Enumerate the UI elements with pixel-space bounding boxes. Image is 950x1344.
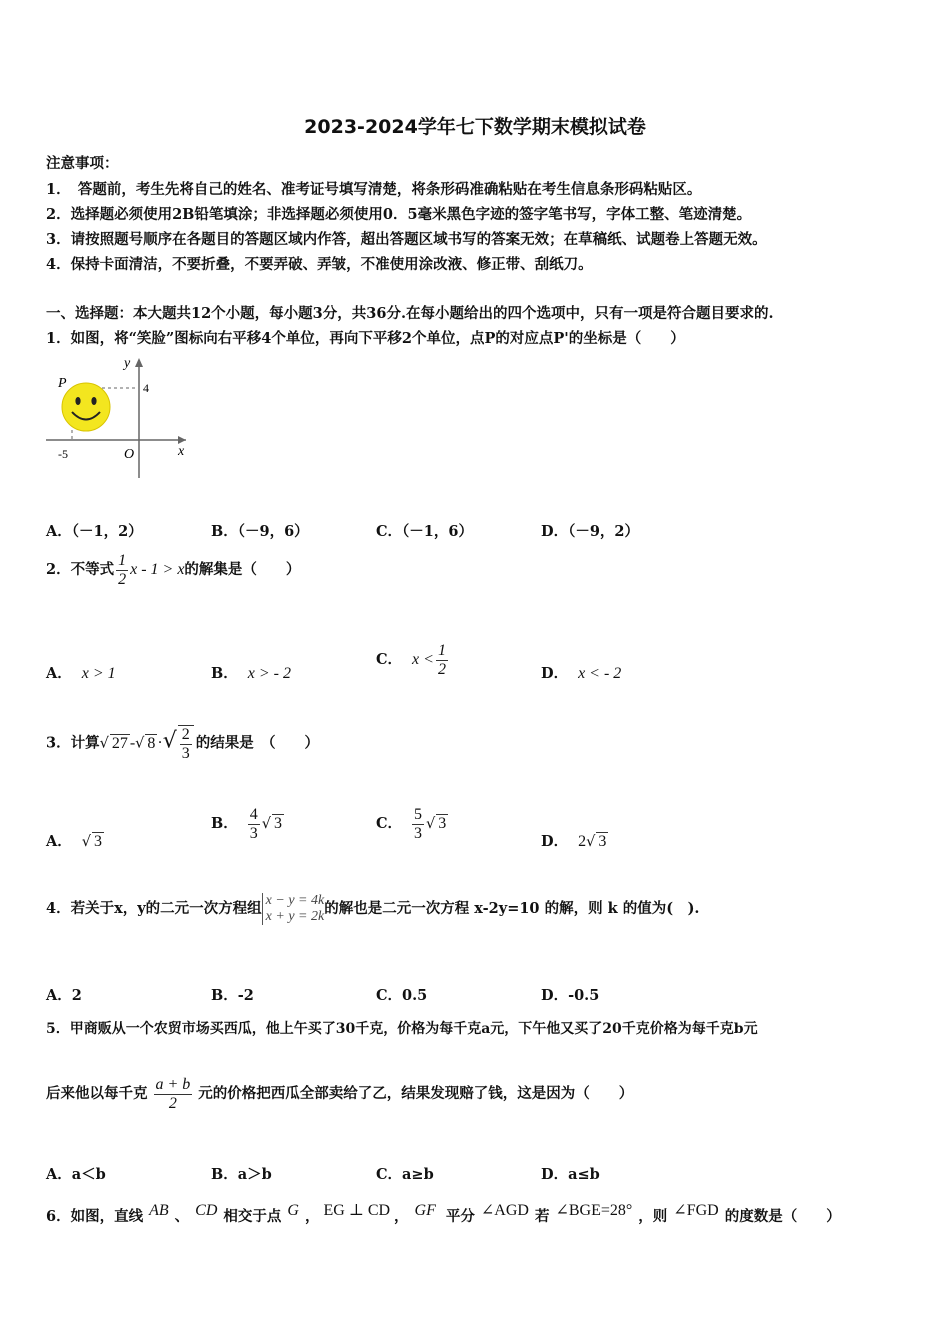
y-axis-arrow-icon [135, 358, 143, 367]
q2-fraction [116, 552, 128, 588]
q4-equation-1: x − y = 4k [265, 893, 325, 908]
q4-option-a[interactable]: A．2 [46, 987, 82, 1004]
q5-suffix: 元的价格把西瓜全部卖给了乙，结果发现赔了钱，这是因为（ ） [198, 1085, 634, 1103]
y-axis-label: y [124, 356, 131, 371]
q5-option-a[interactable]: A．a＜b [46, 1166, 106, 1183]
option-coef: 2 [578, 833, 587, 850]
q3-option-a[interactable] [46, 830, 104, 851]
q6-text: 相交于点 [223, 1208, 282, 1225]
q2-option-a[interactable] [46, 662, 116, 683]
option-fraction [436, 642, 448, 678]
q3-fraction [178, 725, 194, 762]
q6-math: GF [414, 1202, 436, 1219]
question-3-text [46, 725, 319, 762]
notice-item: 4．保持卡面清洁，不要折叠，不要弄破、弄皱，不准使用涂改液、修正带、刮纸刀。 [46, 256, 593, 273]
q4-option-c[interactable]: C．0.5 [376, 987, 428, 1004]
q4-option-b[interactable]: B．-2 [211, 987, 254, 1004]
sqrt-icon: √ [426, 816, 436, 833]
q6-text: 若 [534, 1208, 550, 1225]
option-expr: x < - 2 [578, 665, 622, 682]
q6-math: CD [195, 1202, 218, 1219]
q6-text: ， [394, 1208, 409, 1225]
question-5-line-1: 5．甲商贩从一个农贸市场买西瓜，他上午买了30千克，价格为每千克a元，下午他又买了20千克价格为每千克b元 [46, 1021, 758, 1037]
q3-radicand: 8 [147, 734, 156, 752]
q6-text: 6．如图，直线 [46, 1208, 144, 1225]
frac-den: 2 [168, 1094, 177, 1112]
q5-option-c[interactable]: C．a≥b [376, 1166, 434, 1183]
frac-num: 1 [437, 642, 446, 659]
option-expr: x < [412, 651, 434, 669]
option-radicand: 3 [274, 815, 283, 833]
q5-option-d[interactable]: D．a≤b [541, 1166, 600, 1183]
q4-option-d[interactable]: D．-0.5 [541, 987, 600, 1004]
q2-frac-num: 1 [118, 552, 127, 569]
option-label: C． [376, 651, 403, 669]
q3-option-b[interactable] [211, 806, 284, 842]
sqrt-icon: √ [261, 816, 272, 833]
frac-den: 3 [181, 744, 190, 762]
q3-radicand: 27 [111, 734, 128, 752]
q4-suffix: 的解也是二元一次方程 x-2y=10 的解，则 k 的值为( ). [324, 900, 700, 918]
q4-equation-2: x + y = 2k [265, 909, 325, 925]
section-heading: 一、选择题：本大题共12个小题，每小题3分，共36分.在每小题给出的四个选项中，只有一项是符合题目要求的. [46, 305, 774, 322]
q5-fraction [154, 1076, 193, 1112]
q6-math: ∠BGE=28° [555, 1202, 633, 1219]
option-label: C． [376, 815, 403, 833]
frac-den: 3 [249, 824, 258, 842]
q2-prefix: 2．不等式 [46, 561, 115, 579]
x-axis-arrow-icon [178, 436, 186, 444]
q2-option-c[interactable] [376, 642, 450, 678]
q6-text: 的度数是（ ） [724, 1208, 841, 1225]
q4-prefix: 4．若关于x，y的二元一次方程组 [46, 900, 262, 918]
q2-frac-den: 2 [118, 570, 127, 588]
q6-math: ∠AGD [480, 1202, 529, 1219]
sqrt-icon: √ [135, 735, 145, 752]
frac-num: a + b [155, 1076, 191, 1093]
option-label: D． [541, 665, 569, 682]
question-2-text [46, 552, 300, 588]
q6-text: ， [304, 1208, 320, 1225]
q1-option-a[interactable]: A．（－1，2） [46, 523, 143, 540]
q2-expression: x - 1 > x [130, 561, 185, 579]
q3-option-c[interactable] [376, 806, 448, 842]
q1-option-d[interactable]: D．（－9，2） [541, 523, 640, 540]
option-label: A． [46, 665, 72, 682]
q2-suffix: 的解集是（ ） [184, 561, 301, 579]
y-tick-label: 4 [143, 381, 149, 395]
option-label: D． [541, 833, 569, 850]
sqrt-icon: √ [162, 728, 177, 754]
q1-option-c[interactable]: C．（－1，6） [376, 523, 473, 540]
q1-option-b[interactable]: B．（－9，6） [211, 523, 309, 540]
smiley-eye-icon [75, 397, 80, 405]
frac-den: 3 [414, 824, 423, 842]
q5-prefix: 后来他以每千克 [46, 1085, 148, 1103]
option-expr: x > - 2 [247, 665, 291, 682]
option-label: B． [211, 665, 238, 682]
origin-label: O [124, 447, 135, 462]
q3-minus: - [129, 734, 136, 752]
q6-math: ∠FGD [673, 1202, 719, 1219]
notice-item: 2．选择题必须使用2B铅笔填涂；非选择题必须使用0．5毫米黑色字迹的签字笔书写，字体工整、笔迹清楚。 [46, 206, 752, 223]
option-fraction [248, 806, 260, 842]
option-radicand: 3 [598, 833, 607, 850]
q3-option-d[interactable] [541, 830, 608, 851]
notice-heading: 注意事项： [46, 155, 119, 172]
option-label: A． [46, 833, 72, 850]
q3-dot: · [157, 734, 163, 752]
point-p-label: P [58, 376, 67, 391]
option-label: B． [211, 815, 238, 833]
question-5-line-2 [46, 1076, 633, 1112]
option-radicand: 3 [94, 833, 103, 850]
q6-math: G [287, 1202, 299, 1219]
frac-num: 4 [249, 806, 258, 823]
frac-num: 2 [181, 726, 190, 743]
q3-suffix: 的结果是 （ ） [195, 734, 320, 752]
q1-coordinate-figure [44, 350, 194, 482]
sqrt-icon: √ [99, 735, 109, 752]
question-6-text [46, 1196, 841, 1232]
question-1-text: 1．如图，将“笑脸”图标向右平移4个单位，再向下平移2个单位，点P的对应点P'的坐标是（ ） [46, 330, 685, 347]
q6-math: AB [149, 1202, 169, 1219]
x-tick-label: -5 [58, 447, 68, 461]
q6-math: EG ⊥ CD [323, 1202, 391, 1219]
q2-option-d[interactable] [541, 662, 621, 683]
q6-text: ，则 [638, 1208, 668, 1225]
q6-text: 、 [174, 1208, 190, 1225]
smiley-eye-icon [91, 397, 96, 405]
x-axis-label: x [178, 444, 185, 459]
sqrt-icon: √ [586, 834, 596, 850]
smiley-face-icon [62, 383, 110, 431]
option-radicand: 3 [438, 815, 447, 833]
page-title: 2023-2024学年七下数学期末模拟试卷 [304, 116, 646, 138]
q2-option-b[interactable] [211, 662, 291, 683]
q6-text: 平分 [445, 1208, 475, 1225]
q4-equation-system [262, 893, 325, 925]
sqrt-icon: √ [81, 834, 92, 850]
notice-item: 3．请按照题号顺序在各题目的答题区域内作答，超出答题区域书写的答案无效；在草稿纸、试题卷上答题无效。 [46, 231, 767, 248]
option-expr: x > 1 [81, 665, 116, 682]
q3-prefix: 3．计算 [46, 734, 100, 752]
frac-den: 2 [437, 660, 446, 678]
question-4-text [46, 893, 699, 925]
q5-option-b[interactable]: B．a＞b [211, 1166, 272, 1183]
frac-num: 5 [414, 806, 423, 823]
option-fraction [412, 806, 424, 842]
notice-item: 1． 答题前，考生先将自己的姓名、准考证号填写清楚，将条形码准确粘贴在考生信息条形码粘贴区。 [46, 181, 702, 198]
